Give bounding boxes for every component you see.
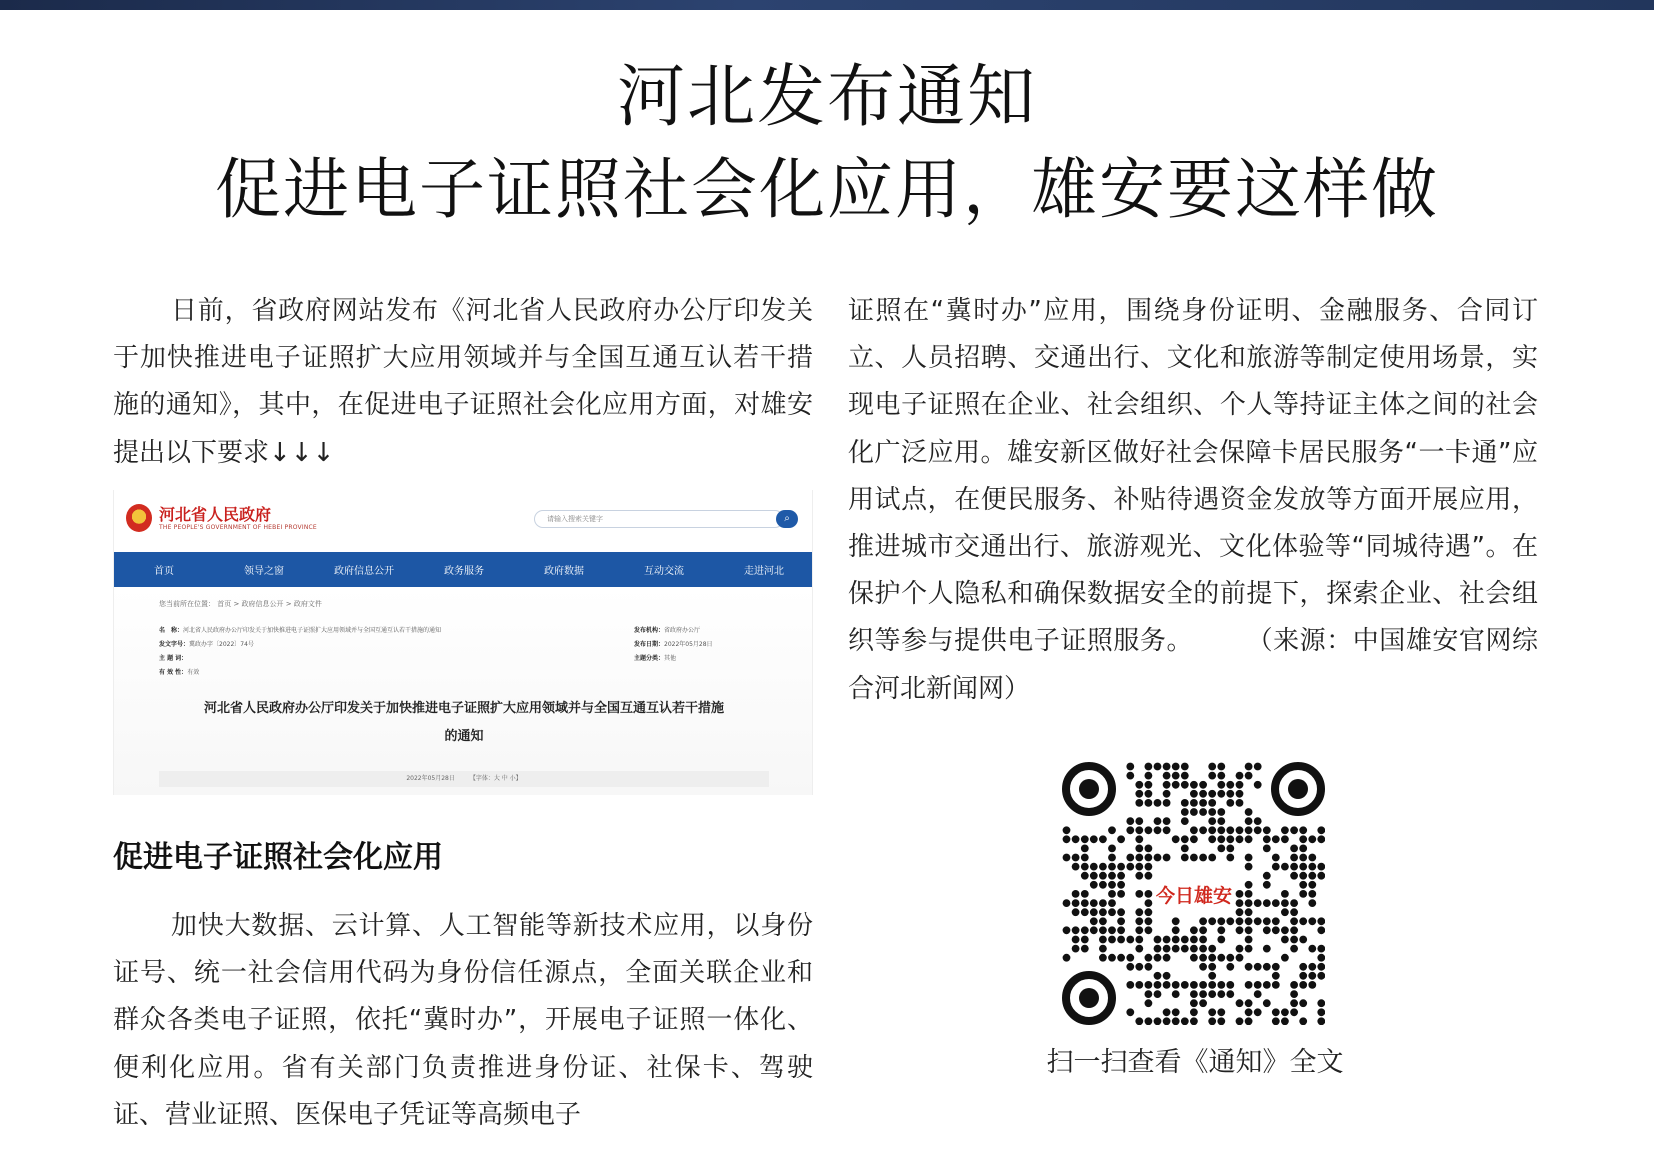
- site-subtitle: THE PEOPLE'S GOVERNMENT OF HEBEI PROVINCE: [159, 524, 317, 531]
- section-heading: 促进电子证照社会化应用: [113, 840, 443, 875]
- meta-name: 名 称：河北省人民政府办公厅印发关于加快推进电子证照扩大应用领域并与全国互通互认若干措施的通知: [159, 627, 442, 634]
- website-nav: [114, 552, 813, 587]
- meta-docno: 发文字号：冀政办字〔2022〕74号: [159, 641, 254, 648]
- qr-center-label: 今日雄安: [1155, 885, 1233, 907]
- nav-item-data: 政府数据: [544, 566, 584, 577]
- body-paragraph-left: 加快大数据、云计算、人工智能等新技术应用，以身份证号、统一社会信用代码为身份信任源点，全面关联企业和群众各类电子证照，依托“冀时办”，开展电子证照一体化、便利化应用。省有关部门负责推进身份证、社保卡、驾驶证、营业证照、医保电子凭证等高频电子: [113, 911, 813, 1130]
- website-body: [114, 587, 813, 795]
- intro-paragraph: 日前，省政府网站发布《河北省人民政府办公厅印发关于加快推进电子证照扩大应用领域并与全国互通互认若干措施的通知》，其中，在促进电子证照社会化应用方面，对雄安提出以下要求↓↓↓: [113, 296, 813, 468]
- doc-title-line-1: 河北省人民政府办公厅印发关于加快推进电子证照扩大应用领域并与全国互通互认若干措施: [203, 701, 724, 716]
- nav-item-services: 政务服务: [444, 566, 484, 577]
- qr-finder-top-right: [1275, 766, 1321, 812]
- body-left-column: [113, 903, 813, 1139]
- nav-item-interact: 互动交流: [644, 566, 684, 577]
- site-name: 河北省人民政府: [159, 505, 272, 524]
- meta-category: 主题分类：其他: [634, 655, 677, 662]
- nav-item-leaders: 领导之窗: [244, 566, 284, 577]
- headline-line-1: 河北发布通知: [616, 58, 1037, 137]
- meta-issuer: 发布机构：省政府办公厅: [634, 627, 701, 634]
- nav-item-home: 首页: [154, 566, 174, 577]
- national-emblem-icon: [126, 504, 152, 532]
- website-screenshot: [113, 490, 813, 795]
- body-right-column: [848, 288, 1538, 713]
- qr-code: [1062, 762, 1325, 1025]
- qr-finder-top-left: [1066, 766, 1112, 812]
- website-header: [114, 490, 813, 552]
- search-icon: ⌕: [776, 510, 798, 528]
- nav-item-info: 政府信息公开: [334, 566, 394, 577]
- body-paragraph-right: 证照在“冀时办”应用，围绕身份证明、金融服务、合同订立、人员招聘、交通出行、文化和旅游等制定使用场景，实现电子证照在企业、社会组织、个人等持证主体之间的社会化广泛应用。雄安新区做好社会保障卡居民服务“一卡通”应用试点，在便民服务、补贴待遇资金发放等方面开展应用，推进城市交通出行、旅游观光、文化体验等“同城待遇”。在保护个人隐私和确保数据安全的前提下，探索企业、社会组织等参与提供电子证照服务。 （来源：中国雄安官网综合河北新闻网）: [848, 296, 1538, 704]
- meta-subject: 主 题 词：: [159, 655, 188, 662]
- breadcrumb: 您当前所在位置： 首页 > 政府信息公开 > 政府文件: [159, 600, 322, 608]
- search-input: 请输入搜索关键字: [534, 510, 784, 528]
- meta-validity: 有 效 性：有效: [159, 669, 200, 676]
- top-bar: [0, 0, 1654, 10]
- doc-date-strip: 2022年05月28日 【字体：大 中 小】: [159, 771, 769, 787]
- qr-finder-bottom-left: [1066, 975, 1112, 1021]
- intro-column: [113, 288, 813, 477]
- headline-line-2: 促进电子证照社会化应用，雄安要这样做: [215, 151, 1439, 228]
- qr-caption: 扫一扫查看《通知》全文: [1046, 1047, 1344, 1078]
- nav-item-hebei: 走进河北: [744, 566, 784, 577]
- meta-date: 发布日期：2022年05月28日: [634, 641, 713, 648]
- doc-title-line-2: 的通知: [444, 729, 484, 744]
